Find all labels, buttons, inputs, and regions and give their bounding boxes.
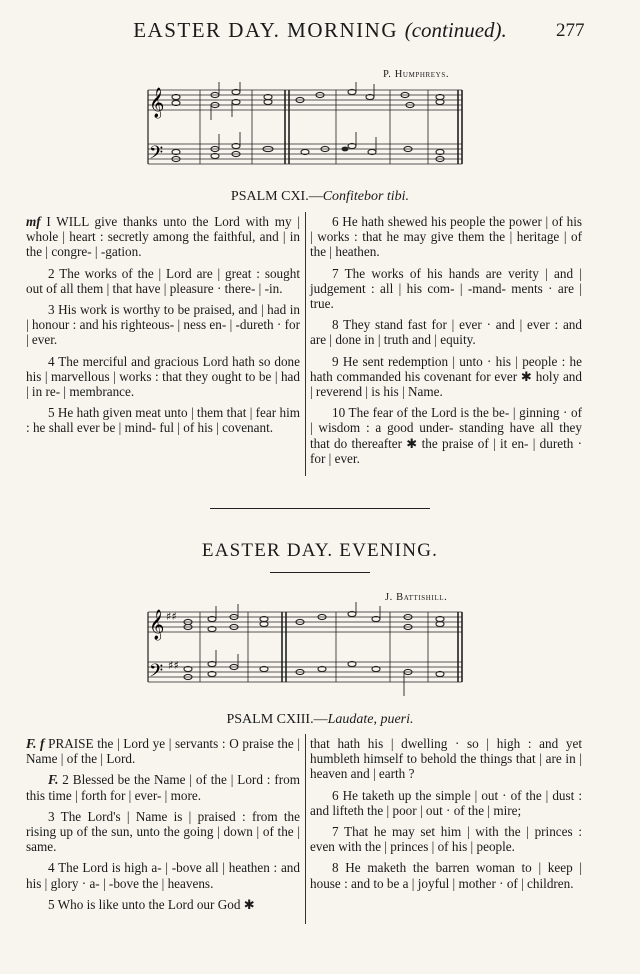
verse xyxy=(310,824,582,854)
verse-text: 7 That he may set him | with the | princes : even with the | princes | of his | people. xyxy=(310,824,582,855)
verse-text: 5 He hath given meat unto | them that | fear him : he shall ever be | mind- ful | of his | covenant. xyxy=(26,405,300,436)
verse xyxy=(26,860,300,890)
dynamic-mark: F. f xyxy=(26,736,45,751)
svg-text:♯♯: ♯♯ xyxy=(166,610,177,623)
verse xyxy=(310,214,582,260)
morning-psalm-label xyxy=(0,189,640,205)
verse-text: 5 Who is like unto the Lord our God ✱ xyxy=(48,896,255,912)
morning-composer: P. Humphreys. xyxy=(383,69,450,80)
verse xyxy=(26,897,300,912)
verse-text: 6 He hath shewed his people the power | of his | works : that he may give them the | heritage | of the | heathen. xyxy=(310,214,582,260)
morning-left-column xyxy=(26,214,300,442)
morning-psalm-latin: Confitebor tibi. xyxy=(322,189,410,204)
verse-text: 6 He taketh up the simple | out · of the | dust : and lifteth the | poor | out · of the | mire; xyxy=(310,787,582,818)
morning-music-score xyxy=(140,82,470,172)
verse xyxy=(26,354,300,400)
header-title-continued: (continued). xyxy=(404,18,507,42)
verse-text: 7 The works of his hands are verity | and | judgement : all | his com- | -mand- ments · are | true. xyxy=(310,265,582,312)
page-number: 277 xyxy=(556,20,585,41)
morning-right-column xyxy=(310,214,582,472)
verse-text: 3 The Lord's | Name is | praised : from the rising up of the sun, unto the going | down | of the | same. xyxy=(26,808,300,855)
verse xyxy=(310,405,582,466)
verse xyxy=(26,736,300,766)
evening-composer: J. Battishill. xyxy=(385,592,448,603)
verse xyxy=(310,354,582,400)
verse xyxy=(26,302,300,348)
verse xyxy=(310,860,582,890)
verse-text: 8 He maketh the barren woman to | keep | house : and to be a | joyful | mother · of | children. xyxy=(310,860,582,891)
verse xyxy=(310,736,582,782)
evening-music-score xyxy=(140,602,470,698)
verse xyxy=(26,405,300,435)
column-divider xyxy=(305,212,306,476)
evening-left-column xyxy=(26,736,300,918)
verse-text: 10 The fear of the Lord is the be- | ginning · of | wisdom : a good under- standing have all they that do thereafter ✱ the praise of | it en- | dureth · for | ever. xyxy=(310,405,582,466)
verse-text: 2 The works of the | Lord are | great : sought out of all them | that have | pleasure · there- | -in. xyxy=(26,265,300,296)
evening-psalm-latin: Laudate, pueri. xyxy=(327,712,414,727)
morning-psalm-number: PSALM CXI.— xyxy=(230,189,323,204)
verse-text: 9 He sent redemption | unto · his | people : he hath commanded his covenant for ever ✱ holy and | reverend | is his | Name. xyxy=(310,353,582,400)
verse-text: 2 Blessed be the Name | of the | Lord : from this time | forth for | ever- | more. xyxy=(26,772,300,803)
verse-text: 4 The merciful and gracious Lord hath so done his | marvellous | works : that they ought to be | had | in re- | membrance. xyxy=(26,353,300,400)
page-header-title xyxy=(0,18,640,43)
verse xyxy=(26,266,300,296)
verse-text: 8 They stand fast for | ever · and | ever : and are | done in | truth and | equity. xyxy=(310,317,582,348)
evening-psalm-label xyxy=(0,712,640,728)
section-divider xyxy=(210,508,430,509)
verse xyxy=(26,809,300,855)
dynamic-mark: mf xyxy=(26,214,41,229)
verse-text: 4 The Lord is high a- | -bove all | heathen : and his | glory · a- | -bove the | heavens. xyxy=(26,860,300,891)
svg-text:𝄢: 𝄢 xyxy=(149,143,164,168)
verse-text: that hath his | dwelling · so | high : and yet humbleth himself to behold the things that | are in | heaven and | earth ? xyxy=(310,736,582,782)
svg-text:𝄞: 𝄞 xyxy=(149,610,165,640)
evening-section-title: EASTER DAY. EVENING. xyxy=(201,540,439,561)
title-underline xyxy=(270,572,370,573)
svg-text:𝄞: 𝄞 xyxy=(149,88,165,118)
evening-right-column xyxy=(310,736,582,897)
verse xyxy=(26,772,300,802)
dynamic-mark: F. xyxy=(48,772,59,788)
verse-text: 3 His work is worthy to be praised, and | had in | honour : and his righteous- | ness en- | -dureth · for | ever. xyxy=(26,302,300,348)
verse-text: I WILL give thanks unto the Lord with my | whole | heart : secretly among the faithful, and | in the | congre- | -gation. xyxy=(26,214,300,260)
verse xyxy=(310,317,582,347)
svg-text:𝄢: 𝄢 xyxy=(149,661,164,686)
verse xyxy=(310,788,582,818)
verse xyxy=(26,214,300,260)
verse xyxy=(310,266,582,312)
column-divider xyxy=(305,734,306,924)
evening-psalm-number: PSALM CXIII.— xyxy=(226,712,328,727)
svg-text:♯♯: ♯♯ xyxy=(168,659,179,672)
verse-text: PRAISE the | Lord ye | servants : O praise the | Name | of the | Lord. xyxy=(26,736,300,767)
header-title-main: EASTER DAY. MORNING xyxy=(133,18,398,42)
